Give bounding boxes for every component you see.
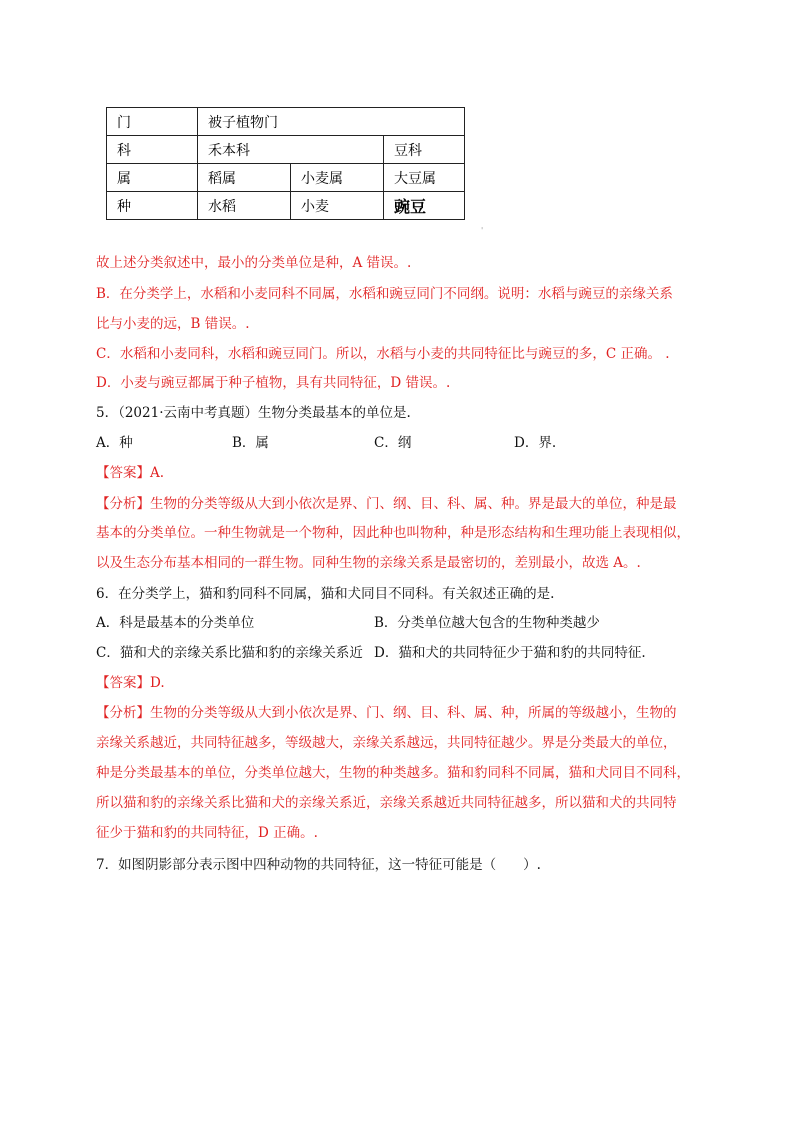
table-row [107,136,465,164]
question-5-stem: 5．（2021·云南中考真题）生物分类最基本的单位是. [96,405,411,421]
question-6-stem: 6．在分类学上，猫和豹同科不同属，猫和犬同目不同科。有关叙述正确的是. [96,586,555,602]
table-cell: 小麦属 [291,164,384,192]
table-cell: 豆科 [384,136,465,164]
question-5-analysis-line: 【分析】生物的分类等级从大到小依次是界、门、纲、目、科、属、种。界是最大的单位，种是最 [96,496,677,512]
explanation-line: C．水稻和小麦同科，水稻和豌豆同门。所以，水稻与小麦的共同特征比与豌豆的多，C 正确。 . [96,346,670,362]
stray-mark: ' [481,226,484,235]
table-cell: 小麦 [291,192,384,220]
table-cell: 水稻 [198,192,291,220]
table-cell: 科 [107,136,198,164]
table-cell: 豌豆 [384,192,465,220]
option-c: C．猫和犬的亲缘关系比猫和豹的亲缘关系近 [96,645,363,661]
option-a: A．科是最基本的分类单位 [96,615,255,631]
question-5-answer: 【答案】A. [96,465,165,481]
question-6-analysis-line: 征少于猫和豹的共同特征，D 正确。. [96,825,318,841]
table-cell: 种 [107,192,198,220]
table-row [107,192,465,220]
explanation-line: D．小麦与豌豆都属于种子植物，具有共同特征，D 错误。. [96,375,451,391]
option-b: B．分类单位越大包含的生物种类越少 [374,615,600,631]
explanation-line: 故上述分类叙述中，最小的分类单位是种，A 错误。. [96,255,412,271]
option-a: A．种 [96,435,133,451]
table-row [107,108,465,136]
question-5-analysis-line: 基本的分类单位。一种生物就是一个物种，因此种也叫物种，种是形态结构和生理功能上表现相似， [96,525,690,541]
question-5-analysis-line: 以及生态分布基本相同的一群生物。同种生物的亲缘关系是最密切的，差别最小，故选 A。. [96,555,641,571]
question-6-analysis-line: 种是分类最基本的单位，分类单位越大，生物的种类越多。猫和豹同科不同属，猫和犬同目不同科， [96,765,690,781]
table-cell: 门 [107,108,198,136]
question-6-analysis-line: 亲缘关系越近，共同特征越多，等级越大，亲缘关系越远，共同特征越少。界是分类最大的单位， [96,735,677,751]
option-c: C．纲 [374,435,412,451]
question-7-stem: 7．如图阴影部分表示图中四种动物的共同特征，这一特征可能是（ ）. [96,857,541,873]
table-cell: 属 [107,164,198,192]
explanation-line: 比与小麦的远，B 错误。. [96,316,250,332]
option-d: D．猫和犬的共同特征少于猫和豹的共同特征. [374,645,646,661]
option-d: D．界. [514,435,557,451]
question-6-answer: 【答案】D. [96,675,165,691]
table-cell: 被子植物门 [198,108,465,136]
table-cell: 稻属 [198,164,291,192]
table-cell: 禾本科 [198,136,384,164]
table-row [107,164,465,192]
question-6-analysis-line: 【分析】生物的分类等级从大到小依次是界、门、纲、目、科、属、种，所属的等级越小，生物的 [96,705,677,721]
classification-table [106,107,465,220]
question-6-analysis-line: 所以猫和豹的亲缘关系比猫和犬的亲缘关系近，亲缘关系越近共同特征越多，所以猫和犬的共同特 [96,795,677,811]
explanation-line: B．在分类学上，水稻和小麦同科不同属，水稻和豌豆同门不同纲。说明：水稻与豌豆的亲缘关系 [96,286,673,302]
option-b: B．属 [232,435,269,451]
table-cell: 大豆属 [384,164,465,192]
